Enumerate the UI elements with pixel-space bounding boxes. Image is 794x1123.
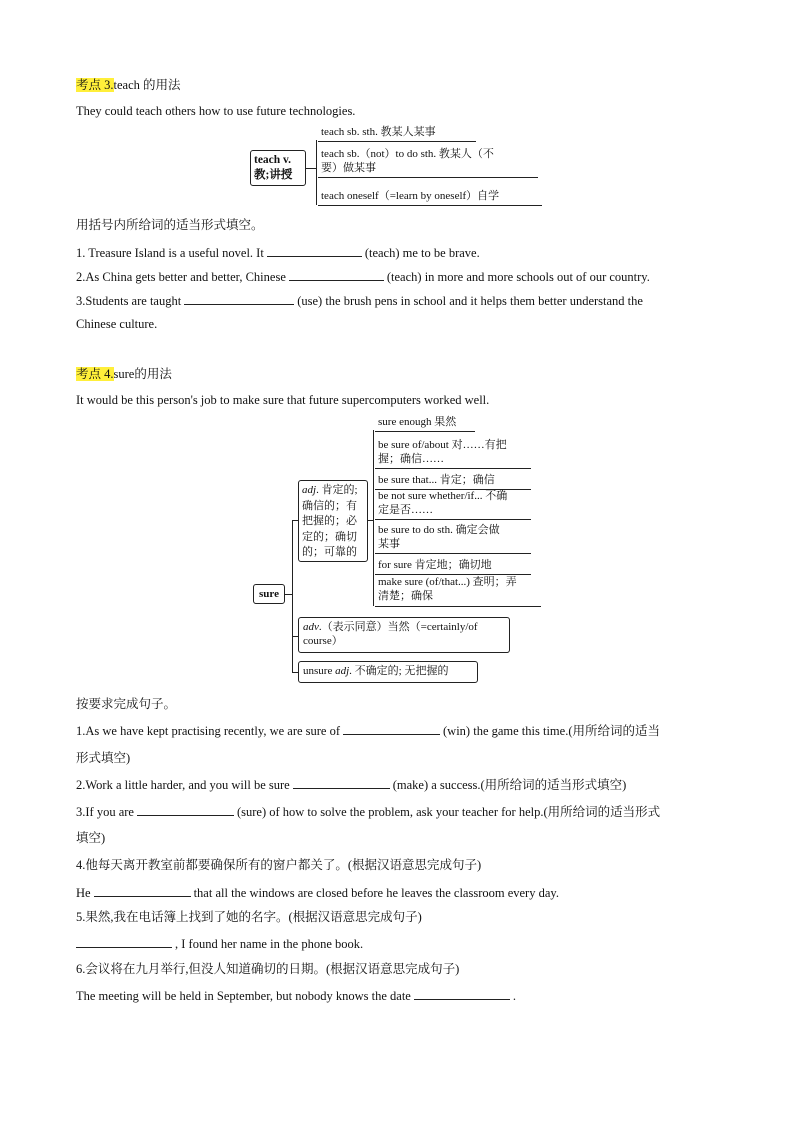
section3-q1 — [76, 244, 480, 261]
sure-root-connector — [285, 594, 292, 595]
section4-example: It would be this person's job to make sure that future supercomputers worked well. — [76, 393, 490, 407]
sure-root-box: sure — [253, 584, 285, 604]
adv-line-2: course） — [303, 635, 343, 647]
s4-q2-blank[interactable] — [293, 776, 390, 789]
q3-text-b: (use) the brush pens in school and it helps them better understand the — [297, 294, 643, 308]
adj-branch-7-l1: make sure (of/that...) 查明；弄 — [378, 576, 517, 588]
s4-q5-blank[interactable] — [76, 935, 172, 948]
section4-q1 — [76, 722, 660, 739]
teach-branch-2a: teach sb.（not）to do sth. 教某人（不 — [321, 148, 494, 160]
adv-line-1: adv.（表示同意）当然（=certainly/of — [303, 621, 478, 633]
section4-q6 — [76, 987, 516, 1004]
s4-q3-blank[interactable] — [137, 803, 234, 816]
section4-q5 — [76, 935, 363, 952]
section4-q3-cont: 填空) — [76, 831, 106, 845]
q3-blank[interactable] — [184, 292, 294, 305]
teach-branch-3: teach oneself（=learn by oneself）自学 — [318, 188, 542, 206]
section4-q5-prompt: 5.果然,我在电话簿上找到了她的名字。(根据汉语意思完成句子) — [76, 910, 422, 924]
s4-q3-text-a: 3.If you are — [76, 805, 134, 819]
adj-branch-2-l1: be sure of/about 对……有把 — [378, 439, 507, 451]
section4-heading — [76, 366, 172, 382]
q2-blank[interactable] — [289, 268, 384, 281]
sure-adv-box — [298, 617, 510, 653]
teach-spine — [316, 140, 317, 205]
adj-branch-5 — [375, 522, 531, 554]
adj-line-3: 把握的；必 — [302, 515, 357, 527]
q1-blank[interactable] — [267, 244, 362, 257]
s4-q4-blank[interactable] — [94, 884, 191, 897]
section4-q2 — [76, 776, 626, 793]
s4-q6-blank[interactable] — [414, 987, 510, 1000]
q3-text-a: 3.Students are taught — [76, 294, 182, 308]
s4-q2-text-a: 2.Work a little harder, and you will be sure — [76, 778, 290, 792]
section3-q3-cont: Chinese culture. — [76, 317, 158, 331]
section4-instruction: 按要求完成句子。 — [76, 697, 177, 711]
adj-branch-7 — [375, 574, 541, 607]
section3-tag: 考点 3. — [76, 78, 114, 92]
adj-branch-5-l1: be sure to do sth. 确定会做 — [378, 524, 500, 536]
adj-branch-3: be sure that... 肯定；确信 — [375, 472, 531, 490]
adj-branch-4-l2: 定是否…… — [378, 504, 433, 516]
sure-main-spine — [292, 520, 293, 672]
section4-tag: 考点 4. — [76, 367, 114, 381]
s4-q2-text-b: (make) a success.(用所给词的适当形式填空) — [392, 778, 627, 792]
teach-branch-2b: 要）做某事 — [318, 160, 538, 178]
teach-root-line1: teach v. — [254, 154, 292, 166]
s4-q4-text-a: He — [76, 886, 91, 900]
teach-branch-1: teach sb. sth. 教某人某事 — [318, 124, 476, 142]
q2-text-a: 2.As China gets better and better, Chinese — [76, 270, 286, 284]
s4-q4-text-b: that all the windows are closed before he leaves the classroom every day. — [193, 886, 559, 900]
q1-text-b: (teach) me to be brave. — [364, 246, 480, 260]
s4-q6-text-b: . — [512, 989, 516, 1003]
s4-q5-text-b: , I found her name in the phone book. — [175, 937, 364, 951]
section3-q2 — [76, 268, 650, 285]
s4-q1-text-a: 1.As we have kept practising recently, we are sure of — [76, 724, 341, 738]
adj-line-2: 确信的；有 — [302, 499, 357, 512]
section3-title: teach 的用法 — [113, 78, 181, 92]
teach-connector — [306, 168, 316, 169]
teach-root-box — [250, 150, 306, 186]
adj-branch-4 — [375, 488, 531, 520]
section3-heading — [76, 77, 181, 93]
adj-branch-6: for sure 肯定地；确切地 — [375, 557, 531, 575]
s4-q3-text-b: (sure) of how to solve the problem, ask your teacher for help.(用所给词的适当形式 — [236, 805, 661, 819]
q2-text-b: (teach) in more and more schools out of our country. — [386, 270, 650, 284]
adj-spine — [373, 430, 374, 606]
s4-q1-text-b: (win) the game this time.(用所给词的适当 — [443, 724, 660, 738]
section4-q4 — [76, 884, 559, 901]
adj-branch-7-l2: 清楚；确保 — [378, 590, 433, 602]
section3-q3 — [76, 292, 643, 309]
section4-q3 — [76, 803, 660, 820]
section4-q1-cont: 形式填空) — [76, 751, 131, 765]
adj-branch-5-l2: 某事 — [378, 538, 400, 550]
section4-title: sure的用法 — [113, 367, 172, 381]
unsure-text: unsure adj. 不确定的; 无把握的 — [303, 665, 449, 677]
sure-adj-box — [298, 480, 368, 562]
adj-line-5: 的；可靠的 — [302, 546, 357, 558]
adj-branch-2-l2: 握；确信…… — [378, 453, 444, 465]
sure-unsure-box — [298, 661, 478, 683]
section3-instruction: 用括号内所给词的适当形式填空。 — [76, 218, 264, 232]
s4-q1-blank[interactable] — [343, 722, 440, 735]
adj-branch-2 — [375, 437, 531, 469]
teach-root-line2: 教;讲授 — [254, 169, 293, 181]
adj-line-4: 定的；确切 — [302, 530, 357, 543]
section4-q6-prompt: 6.会议将在九月举行,但没人知道确切的日期。(根据汉语意思完成句子) — [76, 962, 460, 976]
section3-example: They could teach others how to use future technologies. — [76, 104, 356, 118]
s4-q6-text-a: The meeting will be held in September, but nobody knows the date — [76, 989, 411, 1003]
adj-branch-1: sure enough 果然 — [375, 414, 475, 432]
section4-q4-prompt: 4.他每天离开教室前都要确保所有的窗户都关了。(根据汉语意思完成句子) — [76, 858, 482, 872]
q1-text-a: 1. Treasure Island is a useful novel. It — [76, 246, 264, 260]
adj-line-1: adj. 肯定的; — [302, 484, 358, 496]
adj-branch-4-l1: be not sure whether/if... 不确 — [378, 490, 508, 502]
